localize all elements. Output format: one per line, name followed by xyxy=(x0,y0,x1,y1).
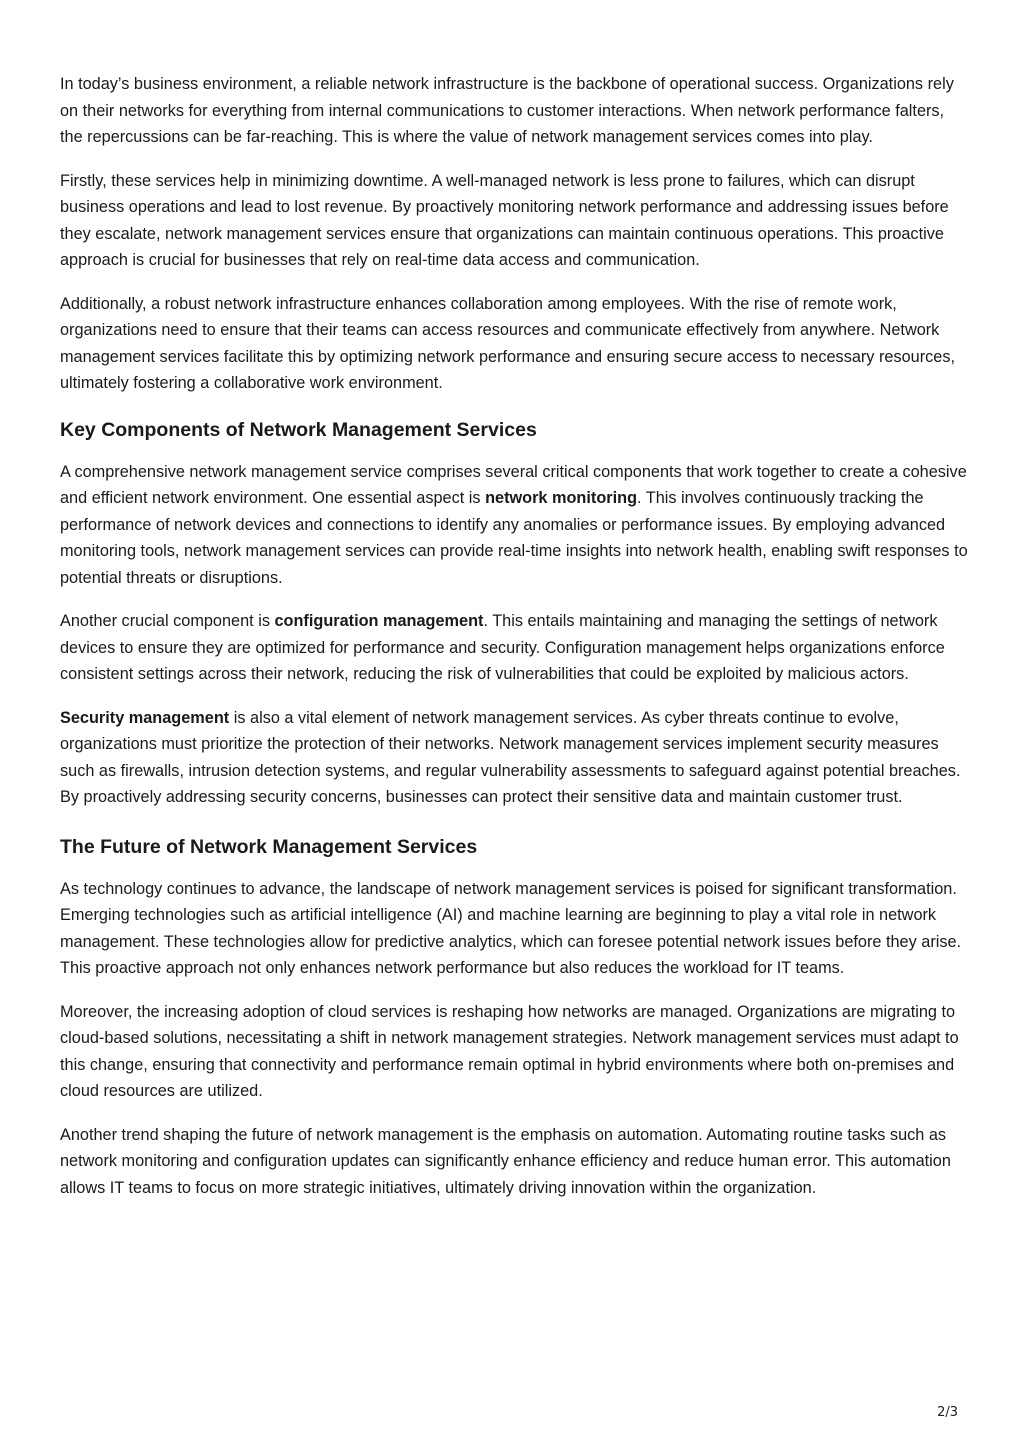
intro-paragraph-1: In today’s business environment, a reliable network infrastructure is the backbone of operational success. Organizations rely on their networks for everything from internal communications to customer interactions. When network performance falters, the repercussions can be far-reaching. This is where the value of network management services comes into play. xyxy=(60,75,954,146)
text-span: is also a vital element of network management services. As cyber threats continue to evolve, organizations must prioritize the protection of their networks. Network management services implement security measures such as firewalls, intrusion detection systems, and regular vulnerability assessments to safeguard against potential breaches. By proactively addressing security concerns, businesses can protect their sensitive data and maintain customer trust. xyxy=(60,708,961,806)
security-management-paragraph xyxy=(60,705,970,811)
section-heading-key-components: Key Components of Network Management Services xyxy=(60,418,537,441)
configuration-management-paragraph xyxy=(60,608,970,688)
page-number: 2/3 xyxy=(937,1405,958,1420)
bold-term-security-management: Security management xyxy=(60,708,230,727)
future-paragraph-3: Another trend shaping the future of network management is the emphasis on automation. Automating routine tasks such as network monitoring and configuration updates can significantly enhance efficiency and reduce human error. This automation allows IT teams to focus on more strategic initiatives, ultimately driving innovation within the organization. xyxy=(60,1125,951,1197)
intro-paragraph-3: Additionally, a robust network infrastructure enhances collaboration among employees. With the rise of remote work, organizations need to ensure that their teams can access resources and communicate effectively from anywhere. Network management services facilitate this by optimizing network performance and ensuring secure access to necessary resources, ultimately fostering a collaborative work environment. xyxy=(60,294,955,392)
section-heading-future: The Future of Network Management Services xyxy=(60,835,478,858)
intro-paragraph-2: Firstly, these services help in minimizing downtime. A well-managed network is less prone to failures, which can disrupt business operations and lead to lost revenue. By proactively monitoring network performance and addressing issues before they escalate, network management services ensure that organizations can maintain continuous operations. This proactive approach is crucial for businesses that rely on real-time data access and communication. xyxy=(60,171,949,269)
bold-term-configuration-management: configuration management xyxy=(274,612,484,630)
text-span: . This entails maintaining and managing the settings of network devices to ensure they are optimized for performance and security. Configuration management helps organizations enforce consistent settings across their network, reducing the risk of vulnerabilities that could be exploited by malicious actors. xyxy=(60,612,945,683)
text-span: A comprehensive network management service comprises several critical components that work together to create a cohesive and efficient network environment. One essential aspect is xyxy=(60,462,967,507)
future-paragraph-2: Moreover, the increasing adoption of cloud services is reshaping how networks are managed. Organizations are migrating to cloud-based solutions, necessitating a shift in network management strategies. Network management services must adapt to this change, ensuring that connectivity and performance remain optimal in hybrid environments where both on-premises and cloud resources are utilized. xyxy=(60,1002,959,1100)
text-span: Another crucial component is xyxy=(60,612,275,630)
future-paragraph-1: As technology continues to advance, the landscape of network management services is poised for significant transformation. Emerging technologies such as artificial intelligence (AI) and machine learning are beginning to play a vital role in network management. These technologies allow for predictive analytics, which can foresee potential network issues before they arise. This proactive approach not only enhances network performance but also reduces the workload for IT teams. xyxy=(60,879,962,977)
text-span: . This involves continuously tracking the performance of network devices and connections to identify any anomalies or performance issues. By employing advanced monitoring tools, network management services can provide real-time insights into network health, enabling swift responses to potential threats or disruptions. xyxy=(60,489,968,587)
network-monitoring-paragraph xyxy=(60,459,970,592)
document-body xyxy=(60,71,970,1218)
bold-term-network-monitoring: network monitoring xyxy=(485,489,638,507)
